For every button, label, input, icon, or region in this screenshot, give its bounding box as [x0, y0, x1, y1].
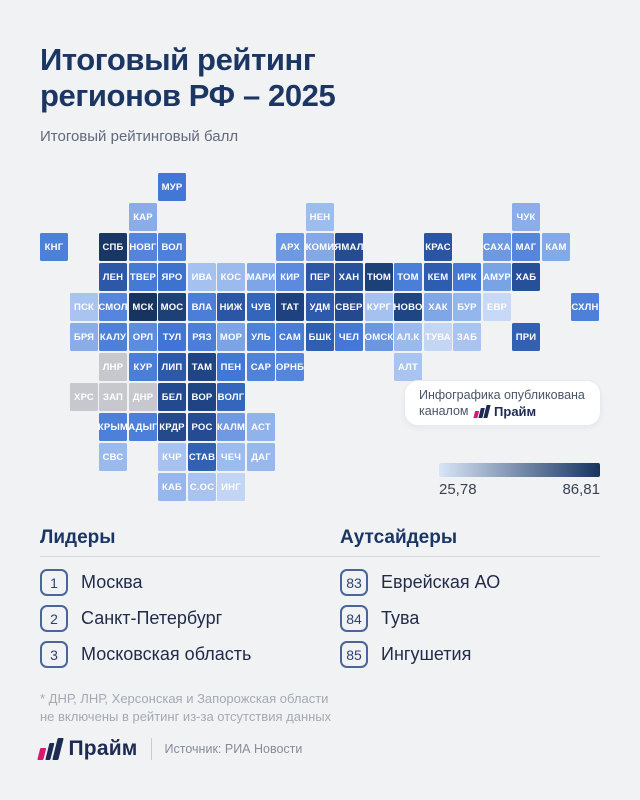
footer-source: Источник: РИА Новости	[164, 742, 303, 756]
leaders-list	[40, 569, 251, 668]
region-tile-СМОЛ: СМОЛ	[99, 293, 127, 321]
region-tile-АЛТ: АЛТ	[394, 353, 422, 381]
region-tile-АМУР: АМУР	[483, 263, 511, 291]
region-tile-КОМИ: КОМИ	[306, 233, 334, 261]
region-tile-РЯЗ: РЯЗ	[188, 323, 216, 351]
region-tile-САР: САР	[247, 353, 275, 381]
publisher-badge-prefix: каналом	[419, 404, 469, 418]
rank-badge: 84	[340, 605, 368, 632]
region-tile-МОС: МОС	[158, 293, 186, 321]
region-tile-ЯМАЛ: ЯМАЛ	[335, 233, 363, 261]
region-tile-САМ: САМ	[276, 323, 304, 351]
region-tile-БЕЛ: БЕЛ	[158, 383, 186, 411]
region-name: Москва	[81, 572, 143, 592]
logo-bar-pink	[473, 411, 478, 418]
region-tile-ХАК: ХАК	[424, 293, 452, 321]
praim-logo-icon	[37, 738, 63, 760]
region-tile-КАР: КАР	[129, 203, 157, 231]
logo-bar-navy	[52, 738, 63, 760]
region-tile-УЛЬ: УЛЬ	[247, 323, 275, 351]
region-tile-КРДР: КРДР	[158, 413, 186, 441]
region-tile-ИРК: ИРК	[453, 263, 481, 291]
region-tile-ДНР: ДНР	[129, 383, 157, 411]
region-tile-ОРНБ: ОРНБ	[276, 353, 304, 381]
region-tile-БШК: БШК	[306, 323, 334, 351]
region-tile-ЗАБ: ЗАБ	[453, 323, 481, 351]
region-tile-ВОР: ВОР	[188, 383, 216, 411]
region-tile-КУРГ: КУРГ	[365, 293, 393, 321]
publisher-brand-name: Прайм	[494, 403, 537, 419]
region-tile-АДЫГ: АДЫГ	[129, 413, 157, 441]
region-tile-ЛЕН: ЛЕН	[99, 263, 127, 291]
region-tile-КАМ: КАМ	[542, 233, 570, 261]
region-name: Ингушетия	[381, 644, 472, 664]
region-tile-СВЕР: СВЕР	[335, 293, 363, 321]
rank-badge: 85	[340, 641, 368, 668]
region-tile-ТОМ: ТОМ	[394, 263, 422, 291]
rank-badge: 83	[340, 569, 368, 596]
region-tile-ПРИ: ПРИ	[512, 323, 540, 351]
region-tile-ТАТ: ТАТ	[276, 293, 304, 321]
region-tile-КАБ: КАБ	[158, 473, 186, 501]
region-tile-ПЕН: ПЕН	[217, 353, 245, 381]
region-tile-МСК: МСК	[129, 293, 157, 321]
region-tile-МОР: МОР	[217, 323, 245, 351]
footnote	[40, 690, 331, 726]
title-line-1: Итоговый рейтинг	[40, 42, 316, 77]
list-item	[340, 605, 500, 632]
region-tile-ЧЕЛ: ЧЕЛ	[335, 323, 363, 351]
region-tile-ЧЕЧ: ЧЕЧ	[217, 443, 245, 471]
region-tile-НИЖ: НИЖ	[217, 293, 245, 321]
region-tile-РОС: РОС	[188, 413, 216, 441]
region-tile-СТАВ: СТАВ	[188, 443, 216, 471]
region-tile-ДАГ: ДАГ	[247, 443, 275, 471]
footer-brand-name: Прайм	[68, 737, 138, 760]
scale-max-label: 86,81	[562, 481, 600, 498]
rank-badge: 3	[40, 641, 68, 668]
region-tile-ТАМ: ТАМ	[188, 353, 216, 381]
region-tile-ВОЛ: ВОЛ	[158, 233, 186, 261]
region-name: Московская область	[81, 644, 252, 664]
region-tile-ЛНР: ЛНР	[99, 353, 127, 381]
praim-logo-icon	[473, 405, 490, 418]
region-tile-ЗАП: ЗАП	[99, 383, 127, 411]
region-tile-МАГ: МАГ	[512, 233, 540, 261]
region-tile-АЛ.К: АЛ.К	[394, 323, 422, 351]
region-tile-ТВЕР: ТВЕР	[129, 263, 157, 291]
region-tile-КРАС: КРАС	[424, 233, 452, 261]
outsiders-title: Аутсайдеры	[340, 527, 458, 548]
rank-badge: 1	[40, 569, 68, 596]
region-tile-ЕВР: ЕВР	[483, 293, 511, 321]
region-tile-ТУЛ: ТУЛ	[158, 323, 186, 351]
region-tile-УДМ: УДМ	[306, 293, 334, 321]
title-line-2: регионов РФ – 2025	[40, 78, 336, 113]
region-tile-ЛИП: ЛИП	[158, 353, 186, 381]
region-tile-МАРИ: МАРИ	[247, 263, 275, 291]
footer-divider	[151, 738, 152, 760]
region-tile-САХА: САХА	[483, 233, 511, 261]
region-tile-КАЛУ: КАЛУ	[99, 323, 127, 351]
region-tile-НОВО: НОВО	[394, 293, 422, 321]
region-tile-КРЫМ: КРЫМ	[99, 413, 127, 441]
region-tile-АСТ: АСТ	[247, 413, 275, 441]
region-tile-ИВА: ИВА	[188, 263, 216, 291]
region-name: Тува	[381, 608, 420, 628]
region-tile-КОС: КОС	[217, 263, 245, 291]
publisher-badge-line1: Инфографика опубликована	[419, 387, 585, 402]
region-tile-КАЛМ: КАЛМ	[217, 413, 245, 441]
list-item	[40, 569, 251, 596]
logo-bar-navy	[483, 405, 490, 418]
region-tile-ТУВА: ТУВА	[424, 323, 452, 351]
publisher-badge	[404, 380, 601, 426]
region-tile-НОВГ: НОВГ	[129, 233, 157, 261]
region-tile-КЧР: КЧР	[158, 443, 186, 471]
rank-badge: 2	[40, 605, 68, 632]
region-tile-ИНГ: ИНГ	[217, 473, 245, 501]
region-tile-С.ОС: С.ОС	[188, 473, 216, 501]
region-tile-ПЕР: ПЕР	[306, 263, 334, 291]
region-tile-ВОЛГ: ВОЛГ	[217, 383, 245, 411]
scale-min-label: 25,78	[439, 481, 477, 498]
region-tile-ТЮМ: ТЮМ	[365, 263, 393, 291]
leaders-title: Лидеры	[40, 527, 116, 548]
publisher-badge-line2	[419, 404, 586, 419]
region-tile-БУР: БУР	[453, 293, 481, 321]
region-name: Еврейская АО	[381, 572, 501, 592]
list-item	[40, 605, 251, 632]
footnote-line-2: не включены в рейтинг из-за отсутствия данных	[40, 709, 332, 724]
region-name: Санкт-Петербург	[81, 608, 223, 628]
region-tile-КИР: КИР	[276, 263, 304, 291]
region-tile-СПБ: СПБ	[99, 233, 127, 261]
region-tile-ХАН: ХАН	[335, 263, 363, 291]
region-tile-ХРС: ХРС	[70, 383, 98, 411]
region-tile-КНГ: КНГ	[40, 233, 68, 261]
region-tile-КУР: КУР	[129, 353, 157, 381]
region-tile-ХАБ: ХАБ	[512, 263, 540, 291]
list-item	[340, 569, 500, 596]
footer	[40, 735, 302, 763]
lists-divider	[40, 556, 600, 557]
region-tile-СВС: СВС	[99, 443, 127, 471]
color-scale-labels	[439, 481, 600, 498]
region-tile-ПСК: ПСК	[70, 293, 98, 321]
page-subtitle: Итоговый рейтинговый балл	[40, 128, 239, 145]
region-tile-СХЛН: СХЛН	[571, 293, 599, 321]
list-item	[40, 641, 251, 668]
region-tile-ЧУВ: ЧУВ	[247, 293, 275, 321]
region-tile-ЯРО: ЯРО	[158, 263, 186, 291]
tile-map	[40, 173, 605, 503]
region-tile-ЧУК: ЧУК	[512, 203, 540, 231]
region-tile-НЕН: НЕН	[306, 203, 334, 231]
footnote-line-1: * ДНР, ЛНР, Херсонская и Запорожская области	[40, 691, 329, 706]
color-scale-bar	[439, 463, 600, 477]
region-tile-ОМСК: ОМСК	[365, 323, 393, 351]
outsiders-list	[340, 569, 500, 668]
region-tile-ВЛА: ВЛА	[188, 293, 216, 321]
region-tile-КЕМ: КЕМ	[424, 263, 452, 291]
list-item	[340, 641, 500, 668]
page-title	[40, 42, 335, 114]
region-tile-БРЯ: БРЯ	[70, 323, 98, 351]
region-tile-АРХ: АРХ	[276, 233, 304, 261]
region-tile-ОРЛ: ОРЛ	[129, 323, 157, 351]
region-tile-МУР: МУР	[158, 173, 186, 201]
